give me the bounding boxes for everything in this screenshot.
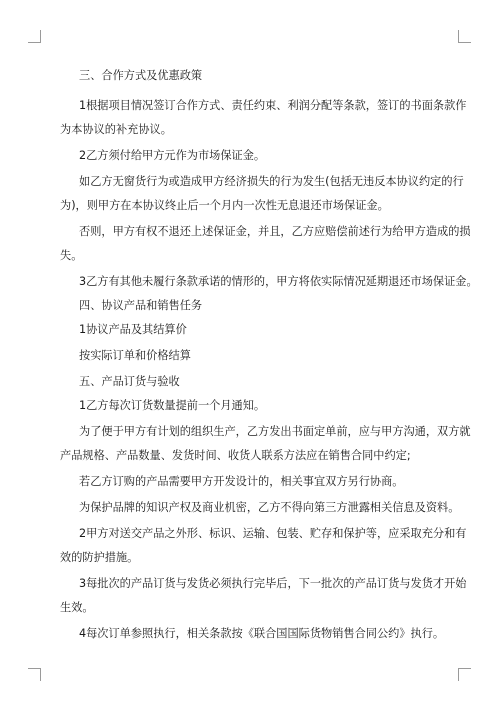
paragraph-line: 产品规格、产品数量、发货时间、收货人联系方法应在销售合同中约定; <box>60 449 411 462</box>
paragraph-line: 为本协议的补充协议。 <box>60 123 172 136</box>
section-heading-ordering: 五、产品订货与验收 <box>79 375 180 388</box>
paragraph-line: 按实际订单和价格结算 <box>79 349 191 362</box>
paragraph-line: 效的防护措施。 <box>60 551 139 564</box>
paragraph-line: 2乙方须付给甲方元作为市场保证金。 <box>79 149 266 162</box>
crop-mark-top-left <box>28 30 41 43</box>
crop-mark-top-right <box>458 30 471 43</box>
section-heading-cooperation: 三、合作方式及优惠政策 <box>79 69 203 82</box>
paragraph-line: 为了便于甲方有计划的组织生产，乙方发出书面定单前，应与甲方沟通，双方就 <box>79 425 471 438</box>
paragraph-line: 1乙方每次订货数量提前一个月通知。 <box>79 399 266 412</box>
paragraph-line: 3每批次的产品订货与发货必须执行完毕后，下一批次的产品订货与发货才开始 <box>79 577 467 590</box>
paragraph-line: 1根据项目情况签订合作方式、责任约束、利润分配等条款，签订的书面条款作 <box>79 99 467 112</box>
crop-mark-bottom-right <box>458 668 471 681</box>
paragraph-line: 为)，则甲方在本协议终止后一个月内一次性无息退还市场保证金。 <box>60 199 389 212</box>
paragraph-line: 2甲方对送交产品之外形、标识、运输、包装、贮存和保护等，应采取充分和有 <box>79 527 467 540</box>
paragraph-line: 4每次订单参照执行，相关条款按《联合国国际货物销售合同公约》执行。 <box>79 627 445 640</box>
paragraph-line: 3乙方有其他未履行条款承诺的情形的，甲方将依实际情况延期退还市场保证金。 <box>79 275 478 288</box>
paragraph-line: 否则，甲方有权不退还上述保证金，并且，乙方应赔偿前述行为给甲方造成的损 <box>79 225 471 238</box>
section-heading-products: 四、协议产品和销售任务 <box>79 299 203 312</box>
crop-mark-bottom-left <box>28 668 41 681</box>
paragraph-line: 失。 <box>60 249 83 262</box>
paragraph-line: 1协议产品及其结算价 <box>79 323 187 336</box>
paragraph-line: 如乙方无窗货行为或造成甲方经济损失的行为发生(包括无违反本协议约定的行 <box>79 175 464 188</box>
paragraph-line: 若乙方订购的产品需要甲方开发设计的，相关事宜双方另行协商。 <box>79 475 404 488</box>
paragraph-line: 生效。 <box>60 601 94 614</box>
paragraph-line: 为保护品牌的知识产权及商业机密，乙方不得向第三方泄露相关信息及资料。 <box>79 501 460 514</box>
